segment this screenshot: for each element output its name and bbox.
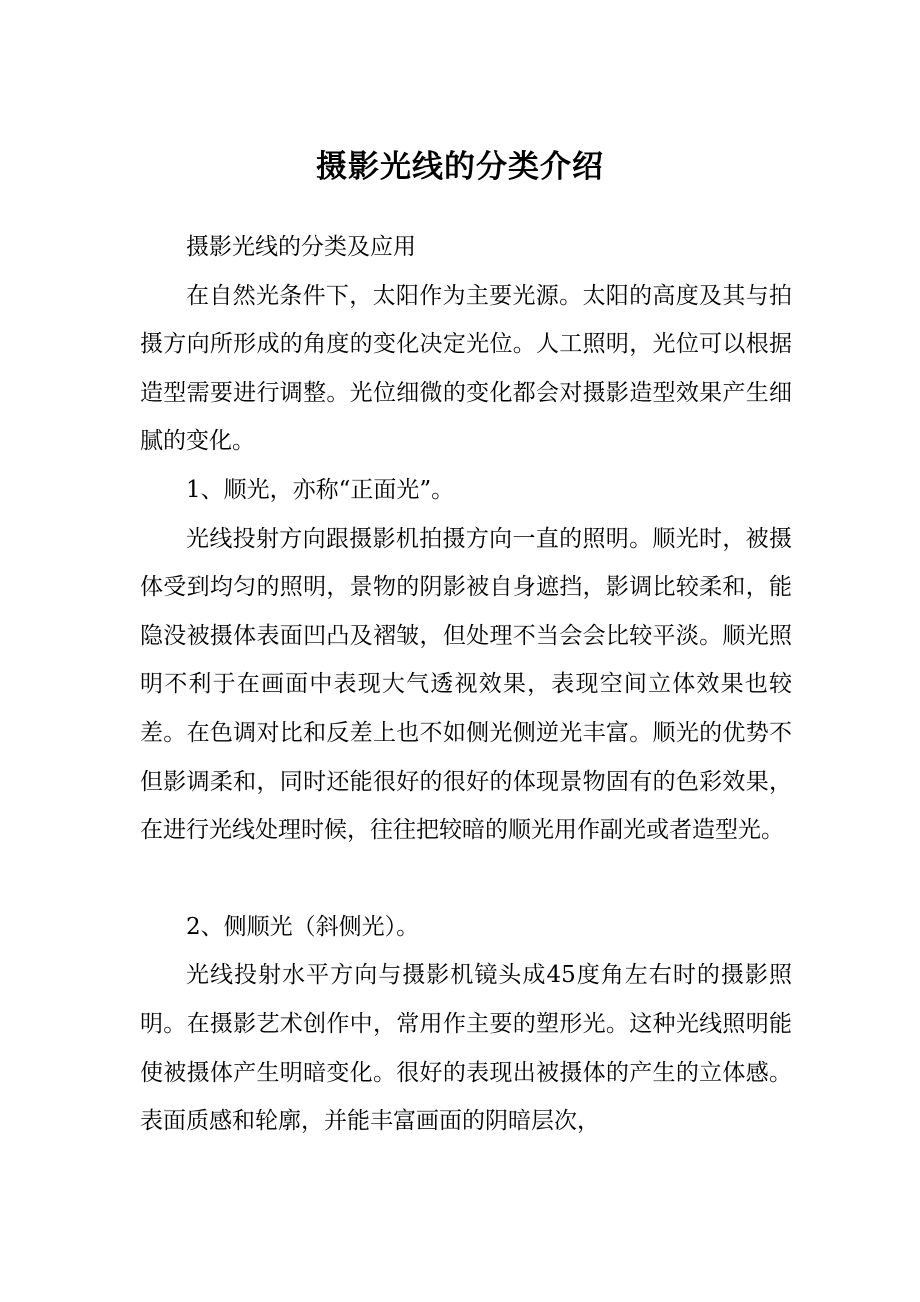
section-heading-side-front-light: 2、侧顺光（斜侧光）。	[186, 913, 420, 940]
paragraph-intro: 在自然光条件下，太阳作为主要光源。太阳的高度及其与拍摄方向所形成的角度的变化决定光位。人工照明，光位可以根据造型需要进行调整。光位细微的变化都会对摄影造型效果产生细腻的变化。	[140, 282, 792, 455]
paragraph-subtitle: 摄影光线的分类及应用	[186, 234, 416, 260]
document-title: 摄影光线的分类介绍	[316, 149, 604, 185]
paragraph-side-front-light: 光线投射水平方向与摄影机镜头成45度角左右时的摄影照明。在摄影艺术创作中，常用作主要的塑形光。这种光线照明能使被摄体产生明暗变化。很好的表现出被摄体的产生的立体感。表面质感和轮廓，并能丰富画面的阴暗层次，	[140, 962, 792, 1135]
section-heading-front-light: 1、顺光，亦称“正面光”。	[186, 476, 455, 503]
paragraph-front-light: 光线投射方向跟摄影机拍摄方向一直的照明。顺光时，被摄体受到均匀的照明，景物的阴影被自身遮挡，影调比较柔和，能隐没被摄体表面凹凸及褶皱，但处理不当会会比较平淡。顺光照明不利于在画面中表现大气透视效果，表现空间立体效果也较差。在色调对比和反差上也不如侧光侧逆光丰富。顺光的优势不但影调柔和，同时还能很好的很好的体现景物固有的色彩效果，在进行光线处理时候，往往把较暗的顺光用作副光或者造型光。	[140, 525, 792, 844]
document-body	[140, 223, 792, 1146]
